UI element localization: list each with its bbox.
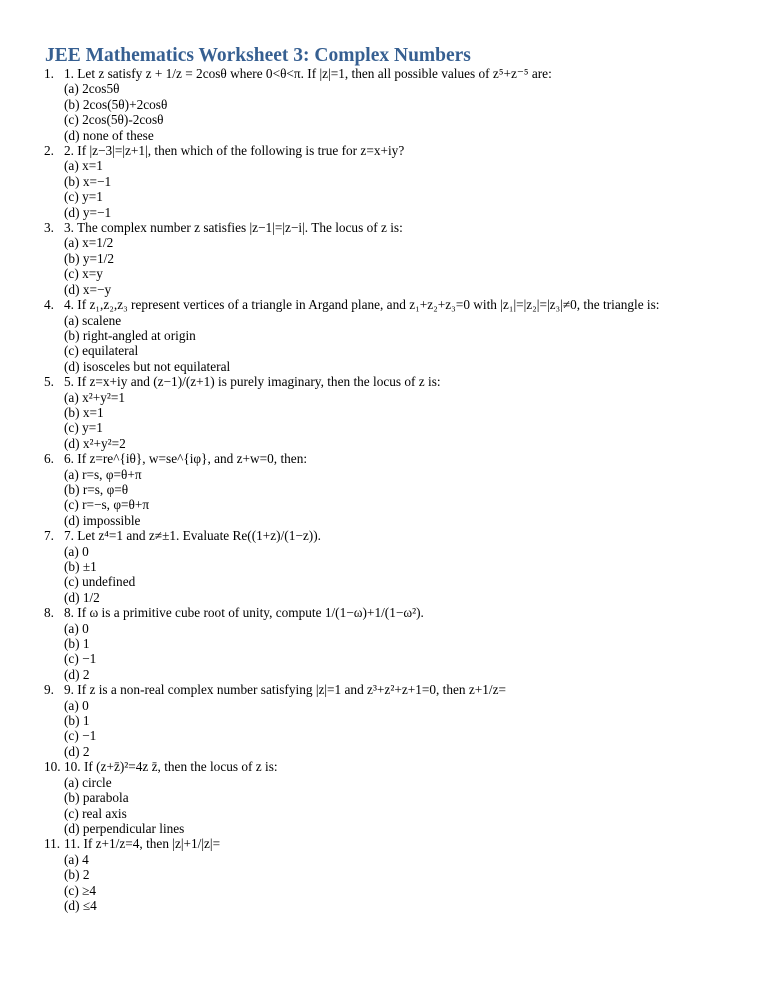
option-list xyxy=(64,158,768,220)
option-c: (c) ≥4 xyxy=(64,882,97,898)
option-b: (b) y=1/2 xyxy=(64,250,114,266)
question-7 xyxy=(0,528,768,605)
option-c: (c) y=1 xyxy=(64,189,103,205)
option-d: (d) 2 xyxy=(64,666,90,682)
question-text: 6. If z=re^{iθ}, w=se^{iφ}, and z+w=0, then: xyxy=(64,451,308,467)
option-d: (d) none of these xyxy=(64,127,154,143)
option-b: (b) parabola xyxy=(64,790,129,806)
option-a: (a) r=s, φ=θ+π xyxy=(64,466,142,482)
option-c: (c) real axis xyxy=(64,805,127,821)
question-number: 8. xyxy=(44,605,54,621)
option-a: (a) 0 xyxy=(64,697,89,713)
option-c: (c) y=1 xyxy=(64,420,103,436)
question-number: 3. xyxy=(44,220,54,236)
option-d: (d) isosceles but not equilateral xyxy=(64,358,231,374)
question-10 xyxy=(0,759,768,836)
question-11 xyxy=(0,836,768,913)
option-a: (a) x=1 xyxy=(64,158,103,174)
question-text: 9. If z is a non-real complex number satisfying |z|=1 and z³+z²+z+1=0, then z+1/z= xyxy=(64,682,507,698)
option-list xyxy=(64,775,768,837)
option-b: (b) x=1 xyxy=(64,404,104,420)
question-number: 6. xyxy=(44,451,54,467)
option-d: (d) x²+y²=2 xyxy=(64,435,126,451)
option-c: (c) x=y xyxy=(64,266,103,282)
question-4 xyxy=(0,297,768,374)
question-number: 2. xyxy=(44,143,54,159)
option-list xyxy=(64,852,768,914)
question-text: 8. If ω is a primitive cube root of unity, compute 1/(1−ω)+1/(1−ω²). xyxy=(64,605,424,621)
option-c: (c) 2cos(5θ)-2cosθ xyxy=(64,112,164,128)
question-5 xyxy=(0,374,768,451)
option-d: (d) impossible xyxy=(64,512,141,528)
question-text: 5. If z=x+iy and (z−1)/(z+1) is purely imaginary, then the locus of z is: xyxy=(64,374,441,390)
question-text: 1. Let z satisfy z + 1/z = 2cosθ where 0<θ<π. If |z|=1, then all possible values of z⁵+z⁻⁵ are: xyxy=(64,66,552,81)
question-number: 4. xyxy=(44,297,54,313)
option-b: (b) right-angled at origin xyxy=(64,327,196,343)
option-b: (b) ±1 xyxy=(64,559,97,574)
question-text: 2. If |z−3|=|z+1|, then which of the following is true for z=x+iy? xyxy=(64,143,405,159)
option-list xyxy=(64,698,768,760)
question-3 xyxy=(0,220,768,297)
option-a: (a) 2cos5θ xyxy=(64,81,120,97)
question-list xyxy=(0,66,768,913)
question-1 xyxy=(0,66,768,143)
option-list xyxy=(64,544,768,606)
option-a: (a) x²+y²=1 xyxy=(64,389,125,405)
option-list xyxy=(64,81,768,143)
option-b: (b) r=s, φ=θ xyxy=(64,481,129,497)
option-list xyxy=(64,467,768,529)
option-b: (b) 1 xyxy=(64,713,90,729)
option-c: (c) −1 xyxy=(64,728,97,744)
option-b: (b) 1 xyxy=(64,636,90,652)
option-a: (a) circle xyxy=(64,774,112,790)
question-text: 3. The complex number z satisfies |z−1|=|z−i|. The locus of z is: xyxy=(64,220,403,236)
option-a: (a) 0 xyxy=(64,620,89,636)
question-number: 7. xyxy=(44,528,54,544)
option-d: (d) 2 xyxy=(64,743,90,759)
option-b: (b) x=−1 xyxy=(64,173,112,189)
option-list xyxy=(64,313,768,375)
option-c: (c) −1 xyxy=(64,651,97,667)
question-8 xyxy=(0,605,768,682)
option-a: (a) scalene xyxy=(64,312,122,328)
option-d: (d) x=−y xyxy=(64,281,112,297)
worksheet-title: JEE Mathematics Worksheet 3: Complex Numbers xyxy=(45,45,471,66)
option-a: (a) 0 xyxy=(64,543,89,559)
option-list xyxy=(64,621,768,683)
question-number: 10. xyxy=(44,759,61,775)
option-a: (a) 4 xyxy=(64,851,89,867)
option-list xyxy=(64,235,768,297)
option-c: (c) r=−s, φ=θ+π xyxy=(64,497,150,513)
option-d: (d) 1/2 xyxy=(64,589,100,605)
option-list xyxy=(64,390,768,452)
question-text: 7. Let z⁴=1 and z≠±1. Evaluate Re((1+z)/(1−z)). xyxy=(64,528,321,544)
question-text: 11. If z+1/z=4, then |z|+1/|z|= xyxy=(64,836,221,852)
question-2 xyxy=(0,143,768,220)
question-text: 10. If (z+z̄)²=4z z̄, then the locus of z is: xyxy=(64,759,278,775)
question-number: 5. xyxy=(44,374,54,390)
question-text: 4. If z₁,z₂,z₃ represent vertices of a triangle in Argand plane, and z₁+z₂+z₃=0 with |z₁|=|z₂|=|z₃|≠0, the triangle is: xyxy=(64,297,660,313)
option-a: (a) x=1/2 xyxy=(64,235,114,251)
option-b: (b) 2cos(5θ)+2cosθ xyxy=(64,96,168,112)
option-d: (d) y=−1 xyxy=(64,204,112,220)
option-d: (d) ≤4 xyxy=(64,897,97,913)
question-6 xyxy=(0,451,768,528)
option-c: (c) undefined xyxy=(64,574,136,590)
question-number: 9. xyxy=(44,682,54,698)
option-b: (b) 2 xyxy=(64,867,90,883)
option-d: (d) perpendicular lines xyxy=(64,820,185,836)
question-number: 1. xyxy=(44,66,54,81)
question-number: 11. xyxy=(44,836,61,852)
option-c: (c) equilateral xyxy=(64,343,139,359)
question-9 xyxy=(0,682,768,759)
